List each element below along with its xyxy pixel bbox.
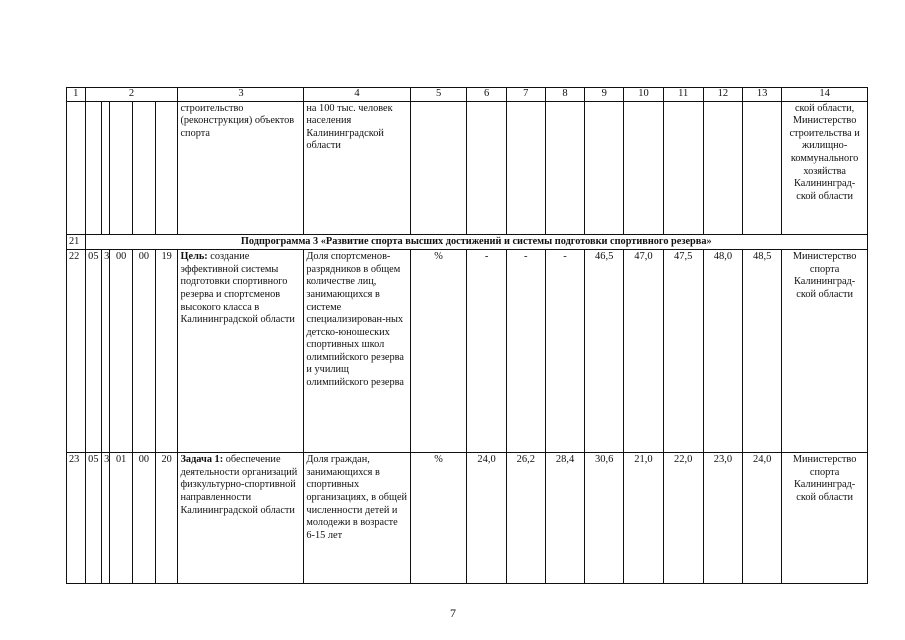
row-number: 21 bbox=[67, 234, 86, 250]
value-cell: 21,0 bbox=[624, 453, 663, 584]
cell bbox=[467, 101, 506, 234]
header-row bbox=[67, 88, 868, 102]
cell bbox=[410, 101, 467, 234]
value-cell: 24,0 bbox=[467, 453, 506, 584]
header-col-4: 4 bbox=[304, 88, 410, 102]
table-row bbox=[67, 453, 868, 584]
page-number: 7 bbox=[450, 606, 456, 620]
task-cell bbox=[178, 453, 304, 584]
header-col-14: 14 bbox=[782, 88, 868, 102]
goal-cell: строительство (реконструкция) объектов спорта bbox=[178, 101, 304, 234]
cell bbox=[85, 101, 102, 234]
value-cell: - bbox=[467, 250, 506, 453]
header-col-1: 1 bbox=[67, 88, 86, 102]
table-row bbox=[67, 250, 868, 453]
indicators-table bbox=[66, 87, 868, 584]
responsible-cell: Министерство спорта Калининград-ской области bbox=[782, 250, 868, 453]
value-cell: 47,0 bbox=[624, 250, 663, 453]
code-cell: 05 bbox=[85, 250, 102, 453]
cell bbox=[585, 101, 624, 234]
unit-cell: % bbox=[410, 250, 467, 453]
cell bbox=[506, 101, 545, 234]
header-col-13: 13 bbox=[743, 88, 782, 102]
cell bbox=[102, 101, 110, 234]
header-col-6: 6 bbox=[467, 88, 506, 102]
goal-text: создание эффективной системы подготовки спортивного резерва и спортсменов высокого класса в Калининградской области bbox=[180, 251, 295, 326]
header-col-2: 2 bbox=[85, 88, 178, 102]
indicator-cell: на 100 тыс. человек населения Калининградской области bbox=[304, 101, 410, 234]
unit-cell: % bbox=[410, 453, 467, 584]
cell bbox=[545, 101, 584, 234]
cell bbox=[155, 101, 178, 234]
goal-label: Цель: bbox=[180, 251, 208, 263]
value-cell: 48,5 bbox=[743, 250, 782, 453]
code-cell: 3 bbox=[102, 453, 110, 584]
cell bbox=[67, 101, 86, 234]
code-cell: 19 bbox=[155, 250, 178, 453]
value-cell: 48,0 bbox=[703, 250, 742, 453]
code-cell: 05 bbox=[85, 453, 102, 584]
subprogram-row bbox=[67, 234, 868, 250]
code-cell: 00 bbox=[133, 250, 156, 453]
value-cell: 28,4 bbox=[545, 453, 584, 584]
cell bbox=[703, 101, 742, 234]
cell bbox=[133, 101, 156, 234]
responsible-cell: ской области, Министерство строительства и жилищно-коммунального хозяйства Калининград-ской области bbox=[782, 101, 868, 234]
value-cell: 24,0 bbox=[743, 453, 782, 584]
continuation-row bbox=[67, 101, 868, 234]
cell bbox=[663, 101, 703, 234]
cell bbox=[110, 101, 133, 234]
task-label: Задача 1: bbox=[180, 454, 224, 466]
value-cell: - bbox=[545, 250, 584, 453]
task-text: обеспечение деятельности организаций физкультурно-спортивной направленности Калининградской области bbox=[180, 454, 298, 516]
header-col-7: 7 bbox=[506, 88, 545, 102]
value-cell: 22,0 bbox=[663, 453, 703, 584]
value-cell: 23,0 bbox=[703, 453, 742, 584]
cell bbox=[743, 101, 782, 234]
header-col-12: 12 bbox=[703, 88, 742, 102]
indicator-cell: Доля спортсменов-разрядников в общем количестве лиц, занимающихся в системе специализирован-ных детско-юношеских спортивных школ олимпийского резерва и училищ олимпийского резерва bbox=[304, 250, 410, 453]
value-cell: 46,5 bbox=[585, 250, 624, 453]
code-cell: 00 bbox=[110, 250, 133, 453]
value-cell: 47,5 bbox=[663, 250, 703, 453]
goal-cell bbox=[178, 250, 304, 453]
subprogram-title: Подпрограмма 3 «Развитие спорта высших достижений и системы подготовки спортивного резерва» bbox=[85, 234, 867, 250]
cell bbox=[624, 101, 663, 234]
header-col-10: 10 bbox=[624, 88, 663, 102]
header-col-9: 9 bbox=[585, 88, 624, 102]
header-col-8: 8 bbox=[545, 88, 584, 102]
indicator-cell: Доля граждан, занимающихся в спортивных организациях, в общей численности детей и молодежи в возрасте 6-15 лет bbox=[304, 453, 410, 584]
header-col-3: 3 bbox=[178, 88, 304, 102]
row-number: 22 bbox=[67, 250, 86, 453]
code-cell: 00 bbox=[133, 453, 156, 584]
value-cell: 26,2 bbox=[506, 453, 545, 584]
code-cell: 20 bbox=[155, 453, 178, 584]
code-cell: 3 bbox=[102, 250, 110, 453]
value-cell: 30,6 bbox=[585, 453, 624, 584]
header-col-5: 5 bbox=[410, 88, 467, 102]
row-number: 23 bbox=[67, 453, 86, 584]
value-cell: - bbox=[506, 250, 545, 453]
responsible-cell: Министерство спорта Калининград-ской области bbox=[782, 453, 868, 584]
header-col-11: 11 bbox=[663, 88, 703, 102]
code-cell: 01 bbox=[110, 453, 133, 584]
